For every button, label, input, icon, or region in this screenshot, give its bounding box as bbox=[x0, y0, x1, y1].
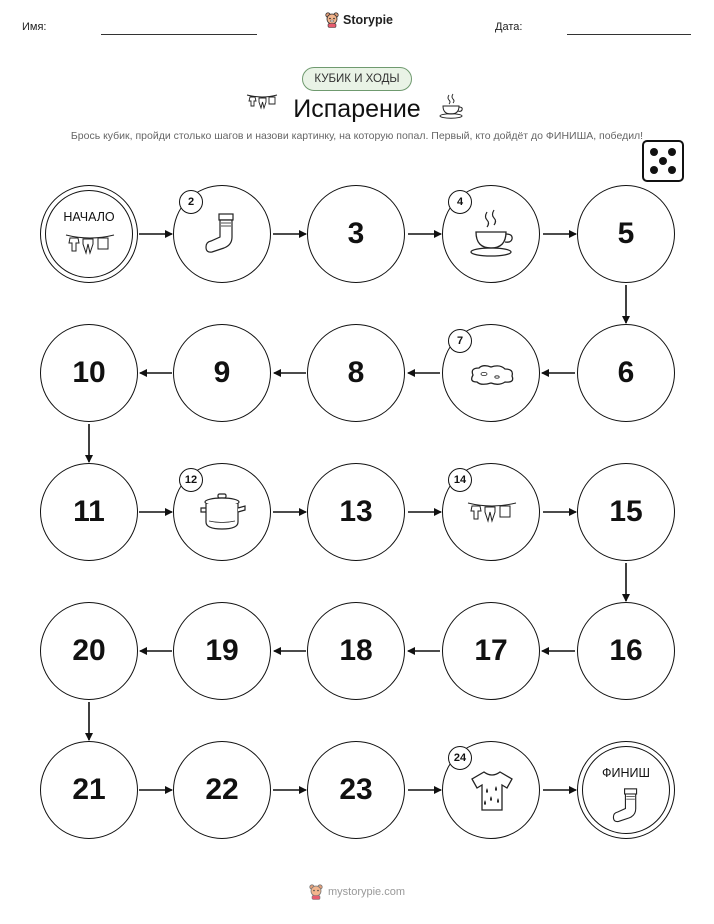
activity-badge: КУБИК И ХОДЫ bbox=[302, 67, 412, 91]
cell-number: 8 bbox=[347, 356, 365, 389]
cell-number: 3 bbox=[347, 217, 365, 250]
cell-number: 5 bbox=[617, 217, 635, 250]
date-label: Дата: bbox=[495, 21, 523, 33]
wet-tshirt-icon bbox=[469, 768, 515, 814]
name-label: Имя: bbox=[22, 21, 47, 33]
sock-icon bbox=[610, 786, 646, 826]
cell-number: 16 bbox=[609, 634, 643, 667]
cooking-pot-icon bbox=[199, 491, 247, 533]
board-cell-11[interactable] bbox=[40, 463, 138, 561]
board-cell-9[interactable] bbox=[173, 324, 271, 422]
cell-number: 20 bbox=[72, 634, 106, 667]
cell-number: 22 bbox=[205, 773, 239, 806]
cell-number: 17 bbox=[474, 634, 508, 667]
board-cell-8[interactable] bbox=[307, 324, 405, 422]
footer-url[interactable]: mystorypie.com bbox=[328, 886, 406, 898]
cell-number: 19 bbox=[205, 634, 239, 667]
board-cell-18[interactable] bbox=[307, 602, 405, 700]
cell-number: 11 bbox=[73, 495, 105, 528]
cell-number: 13 bbox=[339, 495, 373, 528]
board-cell-15[interactable] bbox=[577, 463, 675, 561]
brand-name: Storypie bbox=[343, 13, 394, 27]
cell-number-badge: 7 bbox=[448, 329, 472, 353]
start-cell[interactable] bbox=[40, 185, 138, 283]
coffee-cup-icon bbox=[468, 208, 516, 260]
cell-number: 15 bbox=[609, 495, 643, 528]
cell-number-badge: 24 bbox=[448, 746, 472, 770]
sock-icon bbox=[202, 211, 244, 257]
cell-number-badge: 4 bbox=[448, 190, 472, 214]
board-cell-23[interactable] bbox=[307, 741, 405, 839]
cell-number-badge: 14 bbox=[448, 468, 472, 492]
cell-number: 23 bbox=[339, 773, 373, 806]
cell-number-badge: 2 bbox=[179, 190, 203, 214]
cell-number: 9 bbox=[213, 356, 231, 389]
finish-cell[interactable] bbox=[577, 741, 675, 839]
board-cell-19[interactable] bbox=[173, 602, 271, 700]
board-cell-6[interactable] bbox=[577, 324, 675, 422]
start-label: НАЧАЛО bbox=[63, 210, 115, 224]
instructions-text: Брось кубик, пройди столько шагов и назови картинку, на которую попал. Первый, кто дойдёт до ФИНИША, победил! bbox=[70, 130, 644, 142]
board-cell-16[interactable] bbox=[577, 602, 675, 700]
footer bbox=[309, 884, 405, 900]
cell-number: 18 bbox=[339, 634, 373, 667]
storypie-bear-icon bbox=[309, 884, 323, 900]
cell-number: 10 bbox=[72, 356, 106, 389]
board-cell-10[interactable] bbox=[40, 324, 138, 422]
clothesline-icon bbox=[65, 232, 115, 258]
board-cell-22[interactable] bbox=[173, 741, 271, 839]
board-cell-17[interactable] bbox=[442, 602, 540, 700]
page-title: Испарение bbox=[293, 95, 421, 123]
board-cell-21[interactable] bbox=[40, 741, 138, 839]
finish-label: ФИНИШ bbox=[602, 766, 650, 780]
puddle-icon bbox=[467, 363, 517, 387]
board-cell-13[interactable] bbox=[307, 463, 405, 561]
cell-number: 21 bbox=[72, 773, 106, 806]
cell-number: 6 bbox=[617, 356, 635, 389]
board-cell-3[interactable] bbox=[307, 185, 405, 283]
board-cell-20[interactable] bbox=[40, 602, 138, 700]
clothesline-icon bbox=[467, 500, 517, 526]
board-cell-5[interactable] bbox=[577, 185, 675, 283]
cell-number-badge: 12 bbox=[179, 468, 203, 492]
